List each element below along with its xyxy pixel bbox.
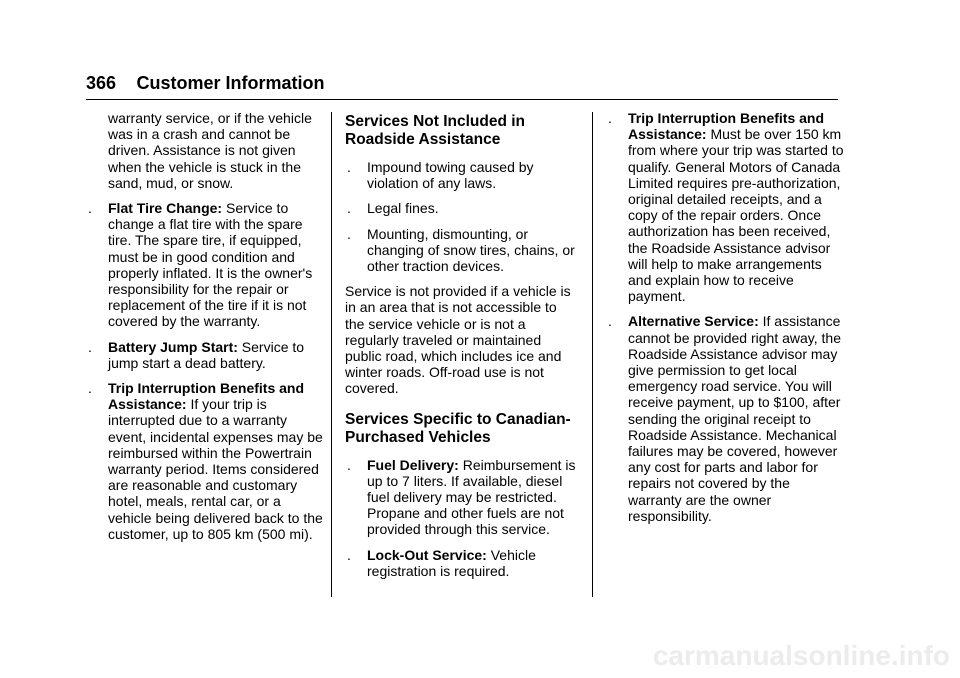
section-heading-canadian: Services Specific to Canadian-Purchased Vehicles [345, 410, 571, 446]
item-label: Flat Tire Change: [108, 200, 223, 217]
item-text: Vehicle registration is required. [367, 546, 536, 579]
page-title: Customer Information [136, 73, 325, 93]
column-left [86, 110, 324, 551]
item-label: Lock-Out Service: [367, 546, 487, 563]
item-label: Trip Interruption Benefits and Assistance: [108, 380, 305, 413]
section-heading-not-included: Services Not Included in Roadside Assistance [345, 113, 526, 148]
bullet-marker: . [347, 546, 351, 563]
bullet-marker: . [347, 456, 351, 473]
bullet-marker: . [347, 225, 351, 242]
list-item-trip-interruption [86, 380, 324, 542]
item-text: Reimbursement is up to 7 liters. If available, diesel fuel delivery may be restricted. Propane and other fuels are not provided through this service. [367, 456, 576, 538]
header-rule [86, 99, 838, 100]
item-label: Alternative Service: [628, 313, 759, 330]
column-divider-left [331, 112, 332, 597]
bullet-marker: . [608, 110, 612, 126]
list-item-flat-tire [86, 200, 324, 330]
item-text: Mounting, dismounting, or changing of snow tires, chains, or other traction devices. [367, 225, 575, 275]
column-right [606, 110, 844, 533]
item-text: Impound towing caused by violation of any laws. [367, 159, 534, 192]
item-text: Must be over 150 km from where your trip was started to qualify. General Motors of Canada Limited requires pre-authorization, original detailed receipts, and a copy of the repair orders. Once authorization has been received, the Roadside Assistance advisor will help to make arrangements and explain how to receive payment. [628, 126, 844, 305]
bullet-marker: . [88, 200, 92, 217]
item-label: Battery Jump Start: [108, 338, 238, 355]
column-divider-right [592, 112, 593, 597]
bullet-marker: . [347, 159, 351, 175]
item-text: Legal fines. [367, 200, 439, 217]
bullet-marker: . [608, 313, 612, 330]
bullet-marker: . [88, 380, 92, 397]
page-number: 366 [86, 73, 117, 93]
item-text: If your trip is interrupted due to a warranty event, incidental expenses may be reimbursed within the Powertrain warranty period. Items considered are reasonable and customary hotel, meals, rental car, or a vehicle being delivered back to the customer, up to 805 km (500 mi). [108, 396, 323, 542]
list-item-fuel-delivery [345, 457, 580, 538]
list-item-impound [345, 159, 580, 191]
item-label: Trip Interruption Benefits and Assistance: [628, 110, 825, 143]
list-item-legal-fines [345, 200, 580, 216]
watermark-text: carmanualsonline.info [652, 640, 950, 671]
page-header [86, 70, 838, 100]
list-item-snow-tires [345, 226, 580, 275]
list-item-trip-interruption-canada [606, 110, 844, 304]
item-text: Service to change a flat tire with the spare tire. The spare tire, if equipped, must be in good condition and properly inflated. It is the owner's responsibility for the repair or replacement of the tire if it is not covered by the warranty. [108, 200, 313, 330]
intro-paragraph: warranty service, or if the vehicle was in a crash and cannot be driven. Assistance is not given when the vehicle is stuck in the sand, mud, or snow. [108, 110, 312, 191]
list-item-battery-jump [86, 339, 324, 371]
list-item-alternative-service [606, 313, 844, 524]
item-text: Service to jump start a dead battery. [108, 338, 305, 371]
bullet-marker: . [88, 338, 92, 355]
column-middle [345, 110, 580, 588]
list-item-lock-out [345, 547, 580, 579]
service-not-provided-paragraph: Service is not provided if a vehicle is in an area that is not accessible to the service vehicle or is not a regularly traveled or maintained public road, which includes ice and winter roads. Off-road use is not covered. [345, 283, 571, 397]
item-label: Fuel Delivery: [367, 456, 459, 473]
item-text: If assistance cannot be provided right away, the Roadside Assistance advisor may give permission to get local emergency road service. You will receive payment, up to $100, after sending the original receipt to Roadside Assistance. Mechanical failures may be covered, however any cost for parts and labor for repairs not covered by the warranty are the owner responsibility. [628, 313, 841, 524]
bullet-marker: . [347, 200, 351, 217]
